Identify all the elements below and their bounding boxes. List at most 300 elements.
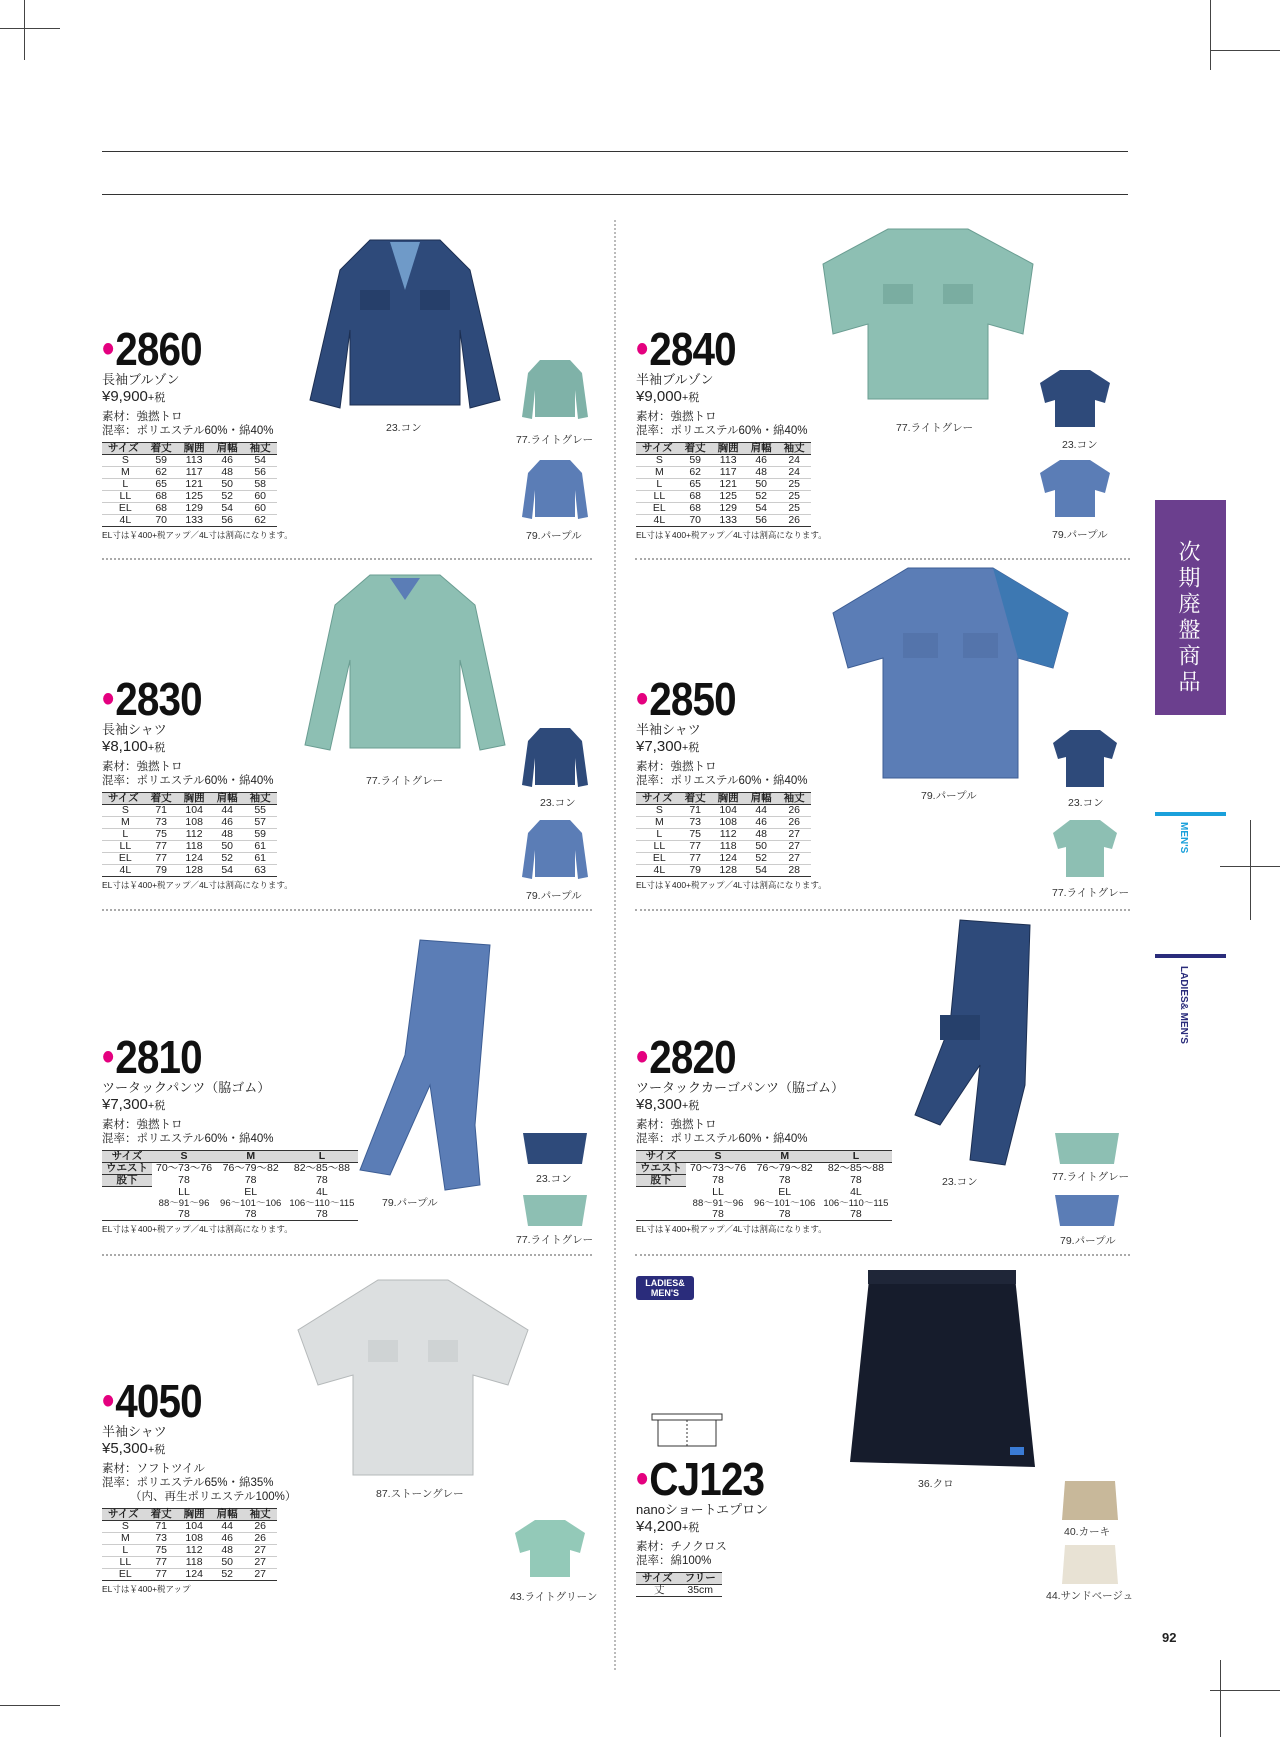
size-cell: 26 <box>244 1533 277 1545</box>
size-cell: 27 <box>244 1545 277 1557</box>
header-rule <box>102 194 1128 195</box>
product-name: 長袖ブルゾン <box>102 372 180 387</box>
size-cell: 54 <box>211 865 244 877</box>
size-cell <box>636 1198 686 1209</box>
size-cell: 61 <box>244 853 277 865</box>
size-cell: 60 <box>244 503 277 515</box>
color-caption: 79.パープル <box>382 1197 438 1209</box>
size-cell: 78 <box>850 1174 862 1186</box>
size-header: S <box>152 1151 216 1163</box>
size-cell: 56 <box>745 515 778 527</box>
size-cell: 128 <box>712 865 745 877</box>
size-cell: M <box>636 817 679 829</box>
row-divider <box>102 1254 592 1256</box>
material: 素材：ソフトツイル <box>102 1463 205 1475</box>
size-cell: 68 <box>679 491 712 503</box>
size-header: 肩幅 <box>211 793 244 805</box>
table-row <box>636 817 811 829</box>
size-cell: 27 <box>244 1557 277 1569</box>
size-cell: L <box>636 479 679 491</box>
size-cell: 104 <box>178 805 211 817</box>
pants-2810-lightgrey-thumb <box>520 1190 590 1230</box>
product-2830 <box>102 673 293 890</box>
color-caption: 79.パープル <box>1060 1235 1116 1247</box>
size-cell: LL <box>712 1185 724 1198</box>
size-table <box>102 792 277 877</box>
size-cell: 26 <box>778 805 811 817</box>
product-price: ¥7,300+税 <box>102 1096 166 1113</box>
row-divider <box>102 909 592 911</box>
product-code: •2850 <box>636 673 736 725</box>
table-row <box>636 467 811 479</box>
size-cell: 78 <box>178 1207 190 1220</box>
table-row <box>102 829 277 841</box>
material: 素材：強撚トロ <box>102 411 183 423</box>
size-cell: 4L <box>102 865 145 877</box>
size-header: 着丈 <box>145 443 178 455</box>
size-cell: 71 <box>679 805 712 817</box>
size-cell: 78 <box>316 1207 328 1220</box>
size-cell: 27 <box>244 1569 277 1581</box>
product-price: ¥8,300+税 <box>636 1096 700 1113</box>
color-caption: 23.コン <box>540 797 576 809</box>
size-table <box>102 1150 358 1221</box>
size-header: 股下 <box>102 1175 152 1187</box>
size-cell: 112 <box>178 1545 211 1557</box>
blend: 混率：ポリエステル60%・綿40% <box>636 425 808 437</box>
size-cell: 133 <box>178 515 211 527</box>
apron-cj123-sandbeige-thumb <box>1060 1542 1120 1587</box>
size-cell: 46 <box>211 455 244 467</box>
size-cell: 78 <box>778 1174 791 1186</box>
table-row <box>102 467 277 479</box>
size-cell: EL <box>102 1569 145 1581</box>
color-caption: 77.ライトグレー <box>1052 887 1130 899</box>
size-cell: S <box>102 455 145 467</box>
size-cell: 118 <box>178 841 211 853</box>
table-row <box>102 841 277 853</box>
blend: 混率：ポリエステル60%・綿40% <box>102 775 274 787</box>
size-cell: 113 <box>178 455 211 467</box>
material: 素材：強撚トロ <box>102 1119 183 1131</box>
shirt-2850-purple-image <box>828 563 1073 788</box>
size-cell: 48 <box>745 829 778 841</box>
blend: 混率：ポリエステル60%・綿40% <box>636 775 808 787</box>
size-cell: S <box>636 805 679 817</box>
material: 素材：チノクロス <box>636 1541 727 1553</box>
size-table <box>636 1150 892 1221</box>
table-row <box>636 491 811 503</box>
pants-2820-navy-image <box>900 915 1070 1175</box>
size-cell: S <box>102 1521 145 1533</box>
size-cell: 27 <box>778 853 811 865</box>
size-cell: 4L <box>102 515 145 527</box>
size-cell: 77 <box>679 853 712 865</box>
blend: 混率：綿100% <box>636 1555 712 1567</box>
size-cell: 48 <box>211 467 244 479</box>
size-cell: S <box>636 455 679 467</box>
size-header: M <box>750 1151 819 1163</box>
size-cell: 73 <box>145 817 178 829</box>
size-cell: 58 <box>244 479 277 491</box>
size-cell: 71 <box>145 805 178 817</box>
size-cell: LL <box>636 841 679 853</box>
color-caption: 23.コン <box>1068 797 1104 809</box>
blend: 混率：ポリエステル65%・綿35% <box>102 1477 274 1489</box>
size-cell: 56 <box>244 467 277 479</box>
product-name: 半袖ブルゾン <box>636 372 714 387</box>
size-cell: 25 <box>778 491 811 503</box>
size-header: 胸囲 <box>178 793 211 805</box>
size-cell: L <box>102 479 145 491</box>
size-cell: 78 <box>712 1174 724 1186</box>
size-header: サイズ <box>636 793 679 805</box>
size-cell: 46 <box>745 817 778 829</box>
size-cell: 61 <box>244 841 277 853</box>
size-cell: 129 <box>712 503 745 515</box>
size-cell <box>102 1187 152 1198</box>
shirt-4050-stonegrey-image <box>288 1275 538 1485</box>
product-name: 長袖シャツ <box>102 722 167 737</box>
size-cell: 52 <box>745 491 778 503</box>
size-cell: 4L <box>316 1185 328 1198</box>
size-header: サイズ <box>102 1151 152 1163</box>
size-cell: 57 <box>244 817 277 829</box>
product-price: ¥5,300+税 <box>102 1440 166 1457</box>
shirt-2850-lightgrey-thumb <box>1050 815 1120 885</box>
size-cell <box>102 1198 152 1209</box>
page-number: 92 <box>1162 1630 1177 1645</box>
material: 素材：強撚トロ <box>102 761 183 773</box>
size-cell: 70〜73〜76 <box>690 1162 747 1175</box>
product-4050 <box>102 1375 297 1594</box>
pants-2820-lightgrey-thumb <box>1052 1128 1122 1168</box>
color-caption: 36.クロ <box>918 1478 954 1490</box>
size-cell: L <box>102 829 145 841</box>
size-cell: 27 <box>778 829 811 841</box>
size-cell: LL <box>102 491 145 503</box>
table-row <box>636 479 811 491</box>
size-cell: 112 <box>178 829 211 841</box>
product-name: 半袖シャツ <box>636 722 701 737</box>
jacket-2840-purple-thumb <box>1035 455 1115 525</box>
size-cell: 77 <box>145 853 178 865</box>
size-header: 肩幅 <box>745 443 778 455</box>
size-cell: 76〜79〜82 <box>756 1162 813 1175</box>
size-cell: EL <box>244 1185 258 1198</box>
crop-mark <box>24 0 25 60</box>
size-cell: 78 <box>244 1207 257 1220</box>
header-rule <box>102 151 1128 152</box>
crop-mark <box>1220 1660 1221 1737</box>
shirt-2830-purple-thumb <box>520 815 590 885</box>
size-cell: 62 <box>244 515 277 527</box>
size-cell: L <box>102 1545 145 1557</box>
size-header: S <box>686 1151 750 1163</box>
table-row <box>636 515 811 527</box>
size-header: 肩幅 <box>211 1509 244 1521</box>
table-row <box>636 805 811 817</box>
size-table <box>636 1572 722 1597</box>
size-header: サイズ <box>102 1509 145 1521</box>
size-cell: M <box>102 467 145 479</box>
pants-2810-navy-thumb <box>520 1128 590 1168</box>
size-cell: 48 <box>211 829 244 841</box>
size-cell: 46 <box>211 817 244 829</box>
blend-note: （内、再生ポリエステル100%） <box>130 1491 297 1503</box>
size-cell: 124 <box>178 853 211 865</box>
table-row <box>102 853 277 865</box>
table-row <box>636 829 811 841</box>
size-cell: 88〜91〜96 <box>158 1197 210 1209</box>
jacket-2860-purple-thumb <box>520 455 590 525</box>
size-cell: 50 <box>211 1557 244 1569</box>
size-cell: EL <box>636 503 679 515</box>
size-cell: 113 <box>712 455 745 467</box>
size-header: 袖丈 <box>244 1509 277 1521</box>
color-caption: 79.パープル <box>526 890 582 902</box>
size-header: サイズ <box>636 1151 686 1163</box>
size-cell: 133 <box>712 515 745 527</box>
size-cell: 4L <box>850 1185 862 1198</box>
column-divider <box>614 220 616 1670</box>
size-cell: 121 <box>712 479 745 491</box>
size-table <box>636 442 811 527</box>
size-cell: 52 <box>211 491 244 503</box>
size-header: 肩幅 <box>211 443 244 455</box>
size-cell: 50 <box>745 479 778 491</box>
size-cell: EL <box>102 853 145 865</box>
size-cell: 54 <box>244 455 277 467</box>
size-cell: 77 <box>145 1557 178 1569</box>
size-cell: 96〜101〜106 <box>220 1197 282 1209</box>
size-cell: 50 <box>211 841 244 853</box>
size-cell: EL <box>102 503 145 515</box>
table-row <box>102 1533 277 1545</box>
size-header: L <box>819 1151 892 1163</box>
table-row <box>636 841 811 853</box>
table-row <box>102 817 277 829</box>
size-cell: L <box>636 829 679 841</box>
size-cell: 125 <box>178 491 211 503</box>
table-row <box>102 865 277 877</box>
color-caption: 23.コン <box>386 422 422 434</box>
shirt-2850-navy-thumb <box>1050 725 1120 795</box>
table-row <box>102 805 277 817</box>
product-code: •CJ123 <box>636 1453 765 1505</box>
table-row <box>102 1545 277 1557</box>
crop-mark <box>1220 866 1280 867</box>
jacket-2840-lightgrey-image <box>808 224 1048 414</box>
size-header: L <box>285 1151 358 1163</box>
size-header: サイズ <box>102 443 145 455</box>
size-cell: 108 <box>712 817 745 829</box>
size-cell: 54 <box>745 865 778 877</box>
color-caption: 23.コン <box>1062 439 1098 451</box>
size-cell: 82〜85〜88 <box>827 1162 884 1175</box>
table-row <box>636 455 811 467</box>
size-cell: 104 <box>712 805 745 817</box>
shirt-2830-navy-thumb <box>520 723 590 793</box>
size-header: 胸囲 <box>178 443 211 455</box>
product-2840 <box>636 323 827 540</box>
color-caption: 43.ライトグリーン <box>510 1591 598 1603</box>
table-row <box>102 1569 277 1581</box>
material: 素材：強撚トロ <box>636 1119 717 1131</box>
color-caption: 79.パープル <box>526 530 582 542</box>
size-cell: 35cm <box>679 1585 722 1597</box>
color-caption: 79.パープル <box>921 790 977 802</box>
size-header: ウエスト <box>636 1163 686 1175</box>
product-name: nanoショートエプロン <box>636 1502 769 1517</box>
color-caption: 77.ライトグレー <box>366 775 444 787</box>
size-cell: 48 <box>745 467 778 479</box>
product-price: ¥8,100+税 <box>102 738 166 755</box>
apron-cj123-black-image <box>840 1262 1040 1477</box>
product-code: •2840 <box>636 323 736 375</box>
size-cell: 70〜73〜76 <box>156 1162 213 1175</box>
material: 素材：強撚トロ <box>636 761 717 773</box>
table-row <box>102 491 277 503</box>
size-header: 股下 <box>636 1175 686 1187</box>
crop-mark <box>1250 820 1251 920</box>
table-row <box>102 455 277 467</box>
product-2860 <box>102 323 293 540</box>
size-header: サイズ <box>636 443 679 455</box>
crop-mark <box>1210 0 1211 70</box>
size-cell: 54 <box>211 503 244 515</box>
table-row <box>102 1557 277 1569</box>
size-cell: 129 <box>178 503 211 515</box>
size-cell: 77 <box>145 841 178 853</box>
mens-tab-label: MEN'S <box>1178 822 1189 854</box>
size-cell: 26 <box>778 817 811 829</box>
table-row <box>102 515 277 527</box>
size-cell: 4L <box>636 515 679 527</box>
size-cell: 60 <box>244 491 277 503</box>
size-header: M <box>216 1151 285 1163</box>
product-code: •2820 <box>636 1031 736 1083</box>
blend: 混率：ポリエステル60%・綿40% <box>102 425 274 437</box>
size-header: 袖丈 <box>778 443 811 455</box>
size-cell: 63 <box>244 865 277 877</box>
ladies-mens-badge: LADIES& MEN'S <box>636 1276 694 1300</box>
size-table <box>102 1508 277 1581</box>
size-cell: 75 <box>679 829 712 841</box>
size-cell: 73 <box>145 1533 178 1545</box>
size-cell: 4L <box>636 865 679 877</box>
size-cell: 24 <box>778 467 811 479</box>
size-cell: 28 <box>778 865 811 877</box>
blend: 混率：ポリエステル60%・綿40% <box>636 1133 808 1145</box>
table-row <box>102 1521 277 1533</box>
size-cell: 118 <box>178 1557 211 1569</box>
size-cell: M <box>102 1533 145 1545</box>
size-cell: 44 <box>211 805 244 817</box>
size-cell: 50 <box>745 841 778 853</box>
size-cell: 82〜85〜88 <box>293 1162 350 1175</box>
product-2850 <box>636 673 827 890</box>
size-cell: 96〜101〜106 <box>754 1197 816 1209</box>
size-cell: 46 <box>745 455 778 467</box>
color-caption: 77.ライトグレー <box>516 1234 594 1246</box>
size-cell: 125 <box>712 491 745 503</box>
product-code: •2830 <box>102 673 202 725</box>
size-header: 胸囲 <box>178 1509 211 1521</box>
size-cell: 25 <box>778 503 811 515</box>
size-cell: 55 <box>244 805 277 817</box>
product-price: ¥4,200+税 <box>636 1518 700 1535</box>
size-note: EL寸は￥400+税アップ／4L寸は割高になります。 <box>636 1223 827 1234</box>
size-cell: LL <box>178 1185 190 1198</box>
size-cell: 78 <box>316 1174 328 1186</box>
size-header: フリー <box>679 1573 722 1585</box>
size-cell: 79 <box>145 865 178 877</box>
ladies-mens-tab-bar <box>1155 954 1226 958</box>
size-cell <box>636 1209 686 1221</box>
size-note: EL寸は￥400+税アップ／4L寸は割高になります。 <box>102 1223 293 1234</box>
size-cell: 68 <box>679 503 712 515</box>
discontinued-tab <box>1155 500 1226 715</box>
size-note: EL寸は￥400+税アップ <box>102 1584 191 1594</box>
size-cell: 77 <box>145 1569 178 1581</box>
color-caption: 44.サンドベージュ <box>1046 1590 1134 1602</box>
size-cell: EL <box>636 853 679 865</box>
size-cell: M <box>636 467 679 479</box>
ladies-mens-tab-label: LADIES& MEN'S <box>1178 966 1189 1044</box>
size-header: 袖丈 <box>244 793 277 805</box>
size-cell: 62 <box>145 467 178 479</box>
row-divider <box>102 558 592 560</box>
size-cell: 62 <box>679 467 712 479</box>
size-cell: 59 <box>145 455 178 467</box>
size-cell: 106〜110〜115 <box>289 1197 355 1209</box>
size-cell: 56 <box>211 515 244 527</box>
size-cell: 121 <box>178 479 211 491</box>
crop-mark <box>0 28 60 29</box>
size-cell: 65 <box>679 479 712 491</box>
size-note: EL寸は￥400+税アップ／4L寸は割高になります。 <box>102 530 293 540</box>
size-cell: 88〜91〜96 <box>692 1197 744 1209</box>
size-cell: 59 <box>679 455 712 467</box>
size-note: EL寸は￥400+税アップ／4L寸は割高になります。 <box>102 880 293 890</box>
mens-tab-bar <box>1155 812 1226 816</box>
size-header: 着丈 <box>679 793 712 805</box>
size-cell: 75 <box>145 1545 178 1557</box>
shirt-2830-lightgrey-image <box>300 570 510 765</box>
size-cell: 112 <box>712 829 745 841</box>
blend: 混率：ポリエステル60%・綿40% <box>102 1133 274 1145</box>
size-cell: 78 <box>712 1207 724 1220</box>
size-cell: 118 <box>712 841 745 853</box>
row-divider <box>635 558 1130 560</box>
size-cell <box>636 1187 686 1198</box>
size-cell: 75 <box>145 829 178 841</box>
size-header: 袖丈 <box>778 793 811 805</box>
size-header: 胸囲 <box>712 793 745 805</box>
size-cell: M <box>102 817 145 829</box>
product-code: •2810 <box>102 1031 202 1083</box>
color-caption: 23.コン <box>942 1176 978 1188</box>
apron-length-icon <box>650 1410 725 1448</box>
color-caption: 23.コン <box>536 1173 572 1185</box>
size-cell: 52 <box>211 1569 244 1581</box>
size-cell: S <box>102 805 145 817</box>
product-price: ¥7,300+税 <box>636 738 700 755</box>
size-cell: 44 <box>745 805 778 817</box>
size-cell: 78 <box>178 1174 190 1186</box>
size-cell: 77 <box>679 841 712 853</box>
